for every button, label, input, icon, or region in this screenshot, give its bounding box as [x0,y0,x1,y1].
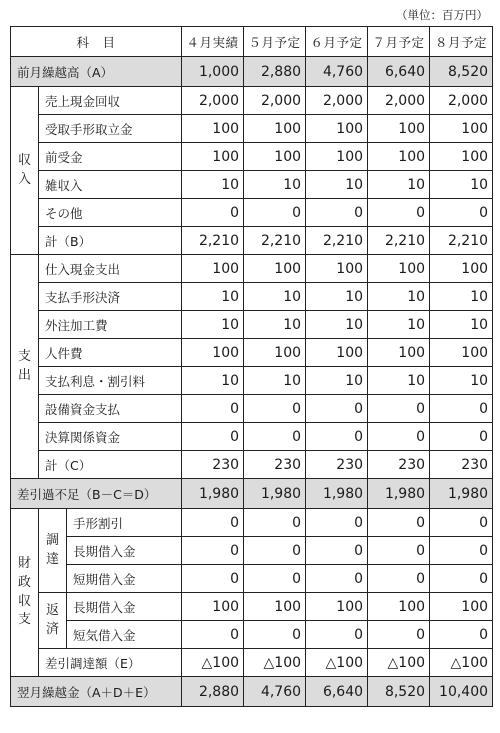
cash-flow-table [10,26,493,707]
value-cell: 2,000 [244,87,306,115]
value-cell: 2,210 [368,227,430,255]
value-cell: 10 [244,283,306,311]
value-cell: 10 [182,367,244,395]
value-cell: 8,520 [430,57,493,87]
item-label: 差引調達額（E） [39,649,182,677]
unit-note: （単位：百万円） [396,8,488,22]
value-cell: △100 [368,649,430,677]
value-cell: 0 [182,621,244,649]
value-cell: 100 [368,339,430,367]
value-cell: 0 [182,565,244,593]
value-cell: 10 [182,171,244,199]
table-row [11,255,493,283]
value-cell: 0 [306,537,368,565]
value-cell: 2,210 [182,227,244,255]
table-row [11,199,493,227]
repay-section-label-char: 返 [45,602,59,618]
item-label: 売上現金回収 [39,87,182,115]
value-cell: 100 [306,115,368,143]
value-cell: 8,520 [368,677,430,707]
value-cell: 2,880 [182,677,244,707]
table-row [11,509,493,537]
balance-row-label: 差引過不足（B－C＝D） [11,479,182,509]
expense-section-label-char: 出 [17,367,31,383]
procure-section-label-char: 調 [45,532,59,548]
value-cell: 2,210 [306,227,368,255]
value-cell: 10 [244,171,306,199]
item-label: 決算関係資金 [39,423,182,451]
value-cell: 10 [368,283,430,311]
value-cell: 0 [430,395,493,423]
value-cell: 10 [368,171,430,199]
value-cell: 230 [306,451,368,479]
finance-section-label-char: 財 [17,555,31,571]
value-cell: 0 [244,621,306,649]
procure-section-label-char: 達 [45,551,59,567]
value-cell: 1,980 [182,479,244,509]
value-cell: 100 [430,593,493,621]
header-subject: 科 目 [11,27,182,57]
item-label: 人件費 [39,339,182,367]
opening-balance-row-label: 前月繰越高（A） [11,57,182,87]
expense-section-label-char: 支 [17,348,31,364]
value-cell: 0 [368,621,430,649]
value-cell: 2,880 [244,57,306,87]
value-cell: 10 [182,283,244,311]
value-cell: 100 [182,593,244,621]
value-cell: 100 [182,255,244,283]
table-row [11,339,493,367]
value-cell: 100 [182,115,244,143]
header-month: ４月実績 [182,27,244,57]
income-section-label [11,87,39,255]
value-cell: 100 [430,115,493,143]
value-cell: 0 [306,199,368,227]
header-month: ５月予定 [244,27,306,57]
table-row [11,227,493,255]
value-cell: 0 [430,621,493,649]
item-label: 手形割引 [67,509,182,537]
value-cell: 100 [244,339,306,367]
item-label: 長期借入金 [67,537,182,565]
value-cell: 0 [306,621,368,649]
value-cell: 10 [430,367,493,395]
value-cell: 10 [368,311,430,339]
value-cell: 100 [430,339,493,367]
item-label: 雑収入 [39,171,182,199]
repay-section-label [39,593,67,649]
item-label: 計（C） [39,451,182,479]
value-cell: 10 [430,283,493,311]
value-cell: 0 [244,537,306,565]
value-cell: 10 [182,311,244,339]
value-cell: 0 [244,199,306,227]
value-cell: 0 [430,509,493,537]
finance-section-label-char: 収 [17,593,31,609]
value-cell: △100 [430,649,493,677]
table-row [11,283,493,311]
value-cell: 10,400 [430,677,493,707]
value-cell: 0 [368,423,430,451]
value-cell: 100 [306,339,368,367]
value-cell: 0 [430,199,493,227]
value-cell: 100 [244,143,306,171]
header-month: ７月予定 [368,27,430,57]
expense-section-label [11,255,39,479]
value-cell: 2,000 [306,87,368,115]
table-row [11,423,493,451]
value-cell: 0 [430,537,493,565]
value-cell: 10 [306,283,368,311]
value-cell: 0 [430,423,493,451]
value-cell: 100 [306,255,368,283]
item-label: 前受金 [39,143,182,171]
table-row [11,621,493,649]
value-cell: 0 [182,199,244,227]
value-cell: 4,760 [244,677,306,707]
value-cell: △100 [182,649,244,677]
value-cell: 10 [368,367,430,395]
item-label: その他 [39,199,182,227]
item-label: 長期借入金 [67,593,182,621]
income-section-label-char: 入 [17,171,31,187]
balance-row [11,479,493,509]
procure-section-label [39,509,67,593]
value-cell: 100 [182,143,244,171]
value-cell: 0 [306,565,368,593]
value-cell: 100 [244,255,306,283]
value-cell: 6,640 [368,57,430,87]
closing-balance-row-label: 翌月繰越金（A＋D＋E） [11,677,182,707]
value-cell: 0 [368,509,430,537]
table-row [11,171,493,199]
value-cell: 10 [430,171,493,199]
repay-section-label-char: 済 [45,621,59,637]
value-cell: 0 [244,423,306,451]
item-label: 外注加工費 [39,311,182,339]
value-cell: 1,980 [244,479,306,509]
value-cell: 0 [368,537,430,565]
finance-section-label-char: 政 [17,574,31,590]
value-cell: 0 [306,423,368,451]
value-cell: 0 [182,537,244,565]
item-label: 支払手形決済 [39,283,182,311]
value-cell: 230 [430,451,493,479]
value-cell: 10 [306,311,368,339]
value-cell: 100 [430,143,493,171]
value-cell: 1,980 [368,479,430,509]
value-cell: 100 [244,115,306,143]
value-cell: 100 [368,143,430,171]
item-label: 短期借入金 [67,565,182,593]
item-label: 仕入現金支出 [39,255,182,283]
value-cell: 4,760 [306,57,368,87]
item-label: 短気借入金 [67,621,182,649]
value-cell: 2,000 [368,87,430,115]
value-cell: 2,000 [182,87,244,115]
value-cell: 2,000 [430,87,493,115]
value-cell: 0 [368,565,430,593]
table-row [11,367,493,395]
value-cell: 0 [368,395,430,423]
value-cell: 100 [430,255,493,283]
value-cell: 100 [368,115,430,143]
item-label: 受取手形取立金 [39,115,182,143]
value-cell: 0 [306,395,368,423]
value-cell: 100 [182,339,244,367]
table-row [11,649,493,677]
table-row [11,537,493,565]
value-cell: 0 [182,509,244,537]
header-month: ６月予定 [306,27,368,57]
value-cell: 10 [244,367,306,395]
value-cell: 230 [244,451,306,479]
value-cell: 0 [182,395,244,423]
value-cell: 0 [244,509,306,537]
item-label: 設備資金支払 [39,395,182,423]
value-cell: △100 [306,649,368,677]
value-cell: 0 [182,423,244,451]
value-cell: 0 [244,565,306,593]
table-row [11,311,493,339]
value-cell: 1,980 [306,479,368,509]
table-row [11,87,493,115]
closing-balance-row [11,677,493,707]
header-month: ８月予定 [430,27,493,57]
value-cell: 230 [182,451,244,479]
value-cell: 2,210 [430,227,493,255]
table-row [11,115,493,143]
value-cell: 2,210 [244,227,306,255]
table-row [11,395,493,423]
value-cell: 100 [368,255,430,283]
value-cell: 10 [244,311,306,339]
value-cell: 0 [306,509,368,537]
value-cell: 10 [306,171,368,199]
income-section-label-char: 収 [17,152,31,168]
value-cell: 0 [368,199,430,227]
finance-section-label-char: 支 [17,612,31,628]
value-cell: 6,640 [306,677,368,707]
item-label: 計（B） [39,227,182,255]
value-cell: 10 [430,311,493,339]
value-cell: 100 [244,593,306,621]
value-cell: 100 [306,143,368,171]
value-cell: 0 [244,395,306,423]
value-cell: 100 [368,593,430,621]
opening-balance-row [11,57,493,87]
value-cell: △100 [244,649,306,677]
header-row [11,27,493,57]
value-cell: 230 [368,451,430,479]
table-row [11,143,493,171]
table-row [11,451,493,479]
value-cell: 1,000 [182,57,244,87]
value-cell: 1,980 [430,479,493,509]
value-cell: 10 [306,367,368,395]
value-cell: 0 [430,565,493,593]
table-row [11,565,493,593]
value-cell: 100 [306,593,368,621]
item-label: 支払利息・割引料 [39,367,182,395]
finance-section-label [11,509,39,677]
table-row [11,593,493,621]
